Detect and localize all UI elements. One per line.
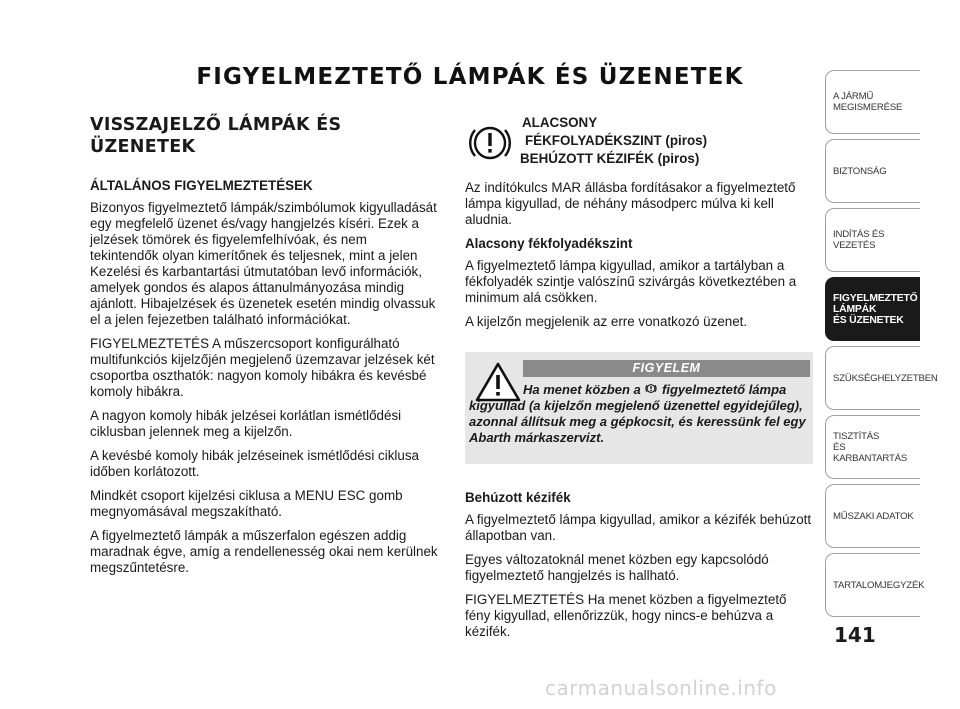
paragraph: A figyelmeztető lámpa kigyullad, amikor a kézifék behúzott állapotban van. xyxy=(465,512,812,543)
caution-text-end: figyelmeztető lámpa kigyullad (a kijelzőn megjelenő üzenettel egyidejűleg), azonnal állítsuk meg a gépkocsit, és keressünk fel egy Abarth márkaszervizt. xyxy=(469,382,806,445)
warning-title-line: BEHÚZOTT KÉZIFÉK (piros) xyxy=(520,151,700,166)
tab-label: BIZTONSÁG xyxy=(833,165,887,177)
warning-lamp-header xyxy=(465,114,815,172)
chapter-tabs xyxy=(825,70,938,622)
paragraph: Bizonyos figyelmeztető lámpák/szimbólumok kigyulladását egy megfelelő üzenet és/vagy hangjelzés kíséri. Ezek a jelzések tömörek és figyelemfelhívóak, és nem tekintendők olyan kimerítőnek és teljesnek, mint a jelen Kezelési és karbantartási útmutatóban levő információk, amelyek gondos és alapos áttanulmányozása mindig ajánlott. Hibajelzések és üzenetek esetén mindig olvassuk el a jelen fejezetben található információkat. xyxy=(90,200,437,327)
tab-warning-lights[interactable] xyxy=(825,277,920,341)
tab-label: TARTALOMJEGYZÉK xyxy=(833,579,925,591)
tab-technical-data[interactable] xyxy=(825,484,920,548)
tab-label: MŰSZAKI ADATOK xyxy=(833,510,914,522)
watermark: carmanualsonline.info xyxy=(545,676,777,700)
page-title: FIGYELMEZTETŐ LÁMPÁK ÉS ÜZENETEK xyxy=(196,64,744,90)
paragraph: FIGYELMEZTETÉS A műszercsoport konfigurálható multifunkciós kijelzőjén megjelenő üzemzavar jelzések két csoportba oszthatók: nagyon komoly hibákra és kevésbé komoly hibákra. xyxy=(90,336,435,399)
tab-emergency[interactable] xyxy=(825,346,938,410)
warning-lamp-title xyxy=(520,114,815,168)
paragraph: A nagyon komoly hibák jelzései korlátlan ismétlődési ciklusban jelennek meg a kijelzőn. xyxy=(90,408,402,439)
paragraph: A figyelmeztető lámpák a műszerfalon egészen addig maradnak égve, amíg a rendellenesség okai nem kerülnek megszűntetésre. xyxy=(90,528,438,575)
tab-label: A JÁRMŰ xyxy=(833,91,874,102)
brake-warning-inline-icon xyxy=(644,382,658,395)
tab-label: MEGISMERÉSE xyxy=(833,102,903,113)
intro-paragraph: Az indítókulcs MAR állásba fordításakor a figyelmeztető lámpa kigyullad, de néhány másodperc múlva ki kell aludnia. xyxy=(465,180,796,227)
tab-label: INDÍTÁS ÉS VEZETÉS xyxy=(833,229,885,251)
handbrake-heading: Behúzott kézifék xyxy=(465,490,571,505)
caution-text xyxy=(469,382,809,446)
paragraph: Egyes változatoknál menet közben egy kapcsolódó figyelmeztető hangjelzés is hallható. xyxy=(465,552,769,583)
low-fluid-heading: Alacsony fékfolyadékszint xyxy=(465,236,633,251)
left-column xyxy=(90,114,438,584)
right-column xyxy=(465,114,815,648)
section-heading: VISSZAJELZŐ LÁMPÁK ÉS ÜZENETEK xyxy=(90,115,342,157)
caution-text-start: Ha menet közben a xyxy=(523,382,641,397)
tab-safety[interactable] xyxy=(825,139,920,203)
warning-title-line: ALACSONY xyxy=(522,115,598,130)
brake-warning-icon xyxy=(465,118,515,168)
paragraph: A kevésbé komoly hibák jelzéseinek ismétlődési ciklusa időben korlátozott. xyxy=(90,448,419,479)
tab-label: LÁMPÁK xyxy=(833,303,877,315)
general-warnings-subheading: ÁLTALÁNOS FIGYELMEZTETÉSEK xyxy=(90,178,313,193)
caution-label: FIGYELEM xyxy=(523,360,810,377)
tab-label: SZÜKSÉGHELYZETBEN xyxy=(833,372,938,384)
tab-label: ÉS KARBANTARTÁS xyxy=(833,441,908,464)
tab-starting-driving[interactable] xyxy=(825,208,920,272)
tab-maintenance[interactable] xyxy=(825,415,920,479)
paragraph: A kijelzőn megjelenik az erre vonatkozó üzenet. xyxy=(465,314,748,329)
tab-vehicle-overview[interactable] xyxy=(825,70,920,134)
page-number: 141 xyxy=(834,623,876,647)
tab-label: TISZTÍTÁS xyxy=(833,430,880,442)
warning-title-line: FÉKFOLYADÉKSZINT (piros) xyxy=(525,133,708,148)
paragraph: Mindkét csoport kijelzési ciklusa a MENU ESC gomb megnyomásával megszakítható. xyxy=(90,488,403,519)
tab-label: FIGYELMEZTETŐ xyxy=(833,292,918,304)
caution-box xyxy=(465,352,813,464)
tab-index[interactable] xyxy=(825,553,925,617)
tab-label: ÉS ÜZENETEK xyxy=(833,314,904,326)
paragraph: A figyelmeztető lámpa kigyullad, amikor a tartályban a fékfolyadék szintje valószínű szivárgás következtében a minimum alá csökken. xyxy=(465,258,797,305)
paragraph: FIGYELMEZTETÉS Ha menet közben a figyelmeztető fény kigyullad, ellenőrizzük, hogy nincs-e behúzva a kézifék. xyxy=(465,592,787,639)
